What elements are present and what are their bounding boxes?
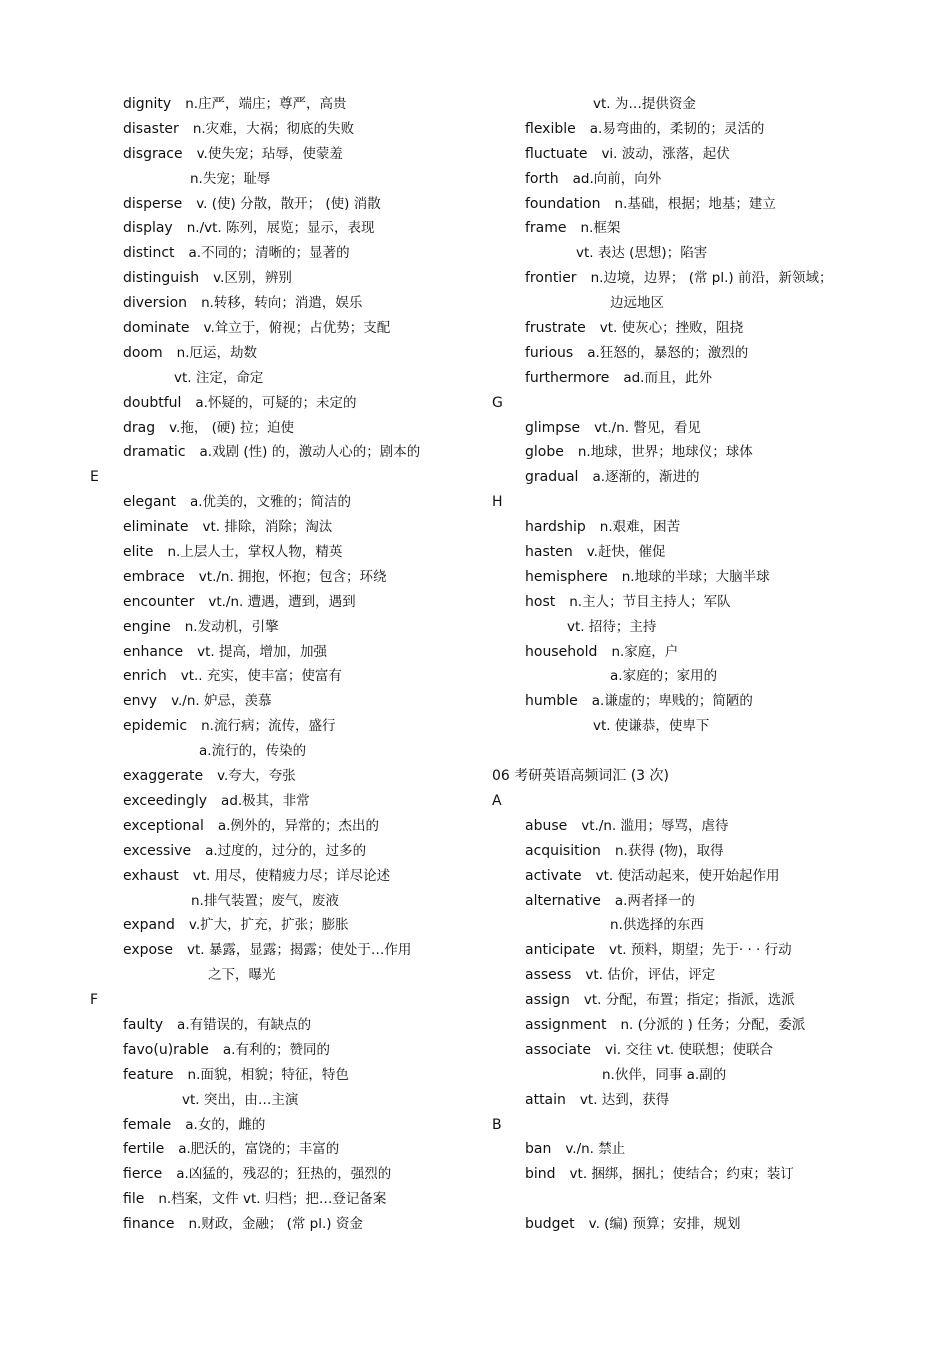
vocab-entry-bind xyxy=(492,1162,932,1187)
vocab-entry-dominate xyxy=(90,316,490,341)
vocab-entry-exaggerate xyxy=(90,764,490,789)
definition-continuation xyxy=(90,889,490,914)
vocab-definition: vt./n. 滥用；辱骂，虐待 xyxy=(581,817,729,834)
vocab-word: engine xyxy=(123,618,171,635)
vocab-entry-eliminate xyxy=(90,515,490,540)
vocab-entry-forth xyxy=(492,167,932,192)
vocab-entry-assignment xyxy=(492,1013,932,1038)
vocab-definition: n.艰难，困苦 xyxy=(599,519,681,536)
vocab-entry-expand xyxy=(90,913,490,938)
vocab-definition: a.怀疑的，可疑的；未定的 xyxy=(195,394,357,411)
vocab-definition: vt. 暴露，显露；揭露；使处于…作用 xyxy=(187,942,412,959)
vocab-word: exceedingly xyxy=(123,792,208,809)
definition-continuation xyxy=(90,963,490,988)
definition-continuation-text: n.失宠；耻辱 xyxy=(190,170,271,187)
vocab-entry-epidemic xyxy=(90,714,490,739)
vocab-definition: n.获得 (物)，取得 xyxy=(614,842,724,859)
vocab-word: fertile xyxy=(123,1141,165,1158)
vocab-entry-fierce xyxy=(90,1162,490,1187)
vocab-definition: a.狂怒的，暴怒的；激烈的 xyxy=(587,344,749,361)
definition-continuation xyxy=(492,92,932,117)
vocab-definition: a.谦虚的；卑贱的；简陋的 xyxy=(591,693,753,710)
vocab-definition: a.易弯曲的，柔韧的；灵活的 xyxy=(589,120,765,137)
vocab-word: distinct xyxy=(123,245,175,262)
vocab-definition: vt./n. 瞥见，看见 xyxy=(594,419,701,436)
vocab-definition: a.过度的，过分的，过多的 xyxy=(205,842,367,859)
section-heading-text: 06 考研英语高频词汇 (3 次) xyxy=(492,768,669,785)
definition-continuation-text: 之下，曝光 xyxy=(208,967,276,984)
definition-continuation-text: a.家庭的；家用的 xyxy=(610,668,718,685)
vocab-entry-finance xyxy=(90,1212,490,1237)
vocab-definition: ad.而且，此外 xyxy=(623,369,712,386)
definition-continuation-text: vt. 为…提供资金 xyxy=(593,96,696,112)
vocab-entry-exceptional xyxy=(90,814,490,839)
vocab-word: activate xyxy=(525,867,582,884)
vocab-entry-hasten xyxy=(492,540,932,565)
vocab-word: acquisition xyxy=(525,842,601,859)
vocab-word: diversion xyxy=(123,295,188,312)
left-column xyxy=(90,92,490,1237)
blank-line xyxy=(492,1187,932,1212)
vocab-entry-display xyxy=(90,216,490,241)
definition-continuation-text: 边远地区 xyxy=(610,295,664,312)
section-heading xyxy=(90,465,490,490)
vocab-definition: v.耸立于，俯视；占优势；支配 xyxy=(203,320,391,337)
section-heading xyxy=(492,1113,932,1138)
vocab-word: disperse xyxy=(123,195,183,212)
vocab-word: expand xyxy=(123,917,175,934)
vocab-word: assign xyxy=(525,992,570,1009)
section-heading-text: F xyxy=(90,992,99,1009)
vocab-definition: vt. 使灰心；挫败，阻挠 xyxy=(599,320,744,337)
vocab-entry-female xyxy=(90,1113,490,1138)
vocab-definition: vt. 分配，布置；指定；指派，选派 xyxy=(583,992,795,1009)
vocab-word: flexible xyxy=(525,120,576,137)
definition-continuation xyxy=(492,1063,932,1088)
vocab-entry-favo-u-rable xyxy=(90,1038,490,1063)
vocab-definition: vt. 用尽，使精疲力尽；详尽论述 xyxy=(192,867,391,884)
vocab-word: abuse xyxy=(525,817,568,834)
vocab-entry-fertile xyxy=(90,1137,490,1162)
vocab-entry-enrich xyxy=(90,664,490,689)
vocab-definition: n.档案，文件 vt. 归档；把…登记备案 xyxy=(158,1191,387,1208)
definition-continuation-text: vt. 使谦恭，使卑下 xyxy=(593,718,710,735)
vocab-word: enrich xyxy=(123,668,167,685)
vocab-definition: vi. 交往 vt. 使联想；使联合 xyxy=(605,1041,773,1058)
vocab-entry-foundation xyxy=(492,192,932,217)
section-heading-text: E xyxy=(90,469,99,486)
definition-continuation xyxy=(492,664,932,689)
vocab-definition: a.例外的，异常的；杰出的 xyxy=(217,817,379,834)
vocab-entry-humble xyxy=(492,689,932,714)
vocab-definition: n. (分派的 ) 任务；分配，委派 xyxy=(620,1016,806,1033)
vocab-definition: n.上层人士，掌权人物，精英 xyxy=(167,544,343,561)
vocab-word: assignment xyxy=(525,1016,607,1033)
vocab-definition: n.流行病；流传，盛行 xyxy=(201,718,336,735)
definition-continuation xyxy=(492,913,932,938)
vocab-word: epidemic xyxy=(123,718,188,735)
vocab-definition: vt. 排除，消除；淘汰 xyxy=(202,519,333,536)
vocab-entry-dramatic xyxy=(90,440,490,465)
vocab-entry-disperse xyxy=(90,192,490,217)
vocab-definition: a.有利的；赞同的 xyxy=(222,1041,330,1058)
definition-continuation-text: a.流行的，传染的 xyxy=(199,743,307,760)
vocab-definition: vt. 估价，评估，评定 xyxy=(585,967,716,984)
vocab-word: disgrace xyxy=(123,145,183,162)
vocab-word: dramatic xyxy=(123,444,186,461)
vocab-entry-file xyxy=(90,1187,490,1212)
definition-continuation xyxy=(492,241,932,266)
vocab-entry-frame xyxy=(492,216,932,241)
vocab-entry-doubtful xyxy=(90,391,490,416)
vocab-word: associate xyxy=(525,1041,592,1058)
vocab-definition: a.两者择一的 xyxy=(614,892,695,909)
vocab-word: alternative xyxy=(525,892,601,909)
vocab-word: furious xyxy=(525,344,574,361)
vocab-word: budget xyxy=(525,1216,575,1233)
vocab-entry-diversion xyxy=(90,291,490,316)
vocab-definition: n.面貌，相貌；特征，特色 xyxy=(187,1066,349,1083)
section-heading xyxy=(492,764,932,789)
vocab-word: fierce xyxy=(123,1166,163,1183)
vocab-word: excessive xyxy=(123,842,192,859)
vocab-entry-distinguish xyxy=(90,266,490,291)
vocab-entry-feature xyxy=(90,1063,490,1088)
vocab-definition: v. (使) 分散，散开； (使) 消散 xyxy=(196,195,381,212)
vocab-definition: n.庄严，端庄；尊严，高贵 xyxy=(185,96,347,112)
definition-continuation-text: n.排气装置；废气，废液 xyxy=(191,892,339,909)
definition-continuation-text: n.供选择的东西 xyxy=(610,917,704,934)
vocab-entry-assign xyxy=(492,988,932,1013)
vocab-definition: v.扩大，扩充，扩张；膨胀 xyxy=(188,917,349,934)
vocab-entry-disaster xyxy=(90,117,490,142)
vocab-entry-furious xyxy=(492,341,932,366)
vocab-definition: ad.极其，非常 xyxy=(221,792,310,809)
vocab-entry-alternative xyxy=(492,889,932,914)
vocab-definition: n.厄运，劫数 xyxy=(176,344,258,361)
vocab-definition: v. (编) 预算；安排，规划 xyxy=(588,1216,741,1233)
vocab-word: encounter xyxy=(123,593,195,610)
vocab-word: humble xyxy=(525,693,578,710)
vocab-entry-gradual xyxy=(492,465,932,490)
vocab-definition: a.戏剧 (性) 的，激动人心的；剧本的 xyxy=(199,444,421,461)
vocab-entry-envy xyxy=(90,689,490,714)
vocab-definition: v./n. 妒忌，羡慕 xyxy=(171,693,272,710)
vocab-definition: vt. 提高，增加，加强 xyxy=(197,643,327,660)
vocab-definition: vt./n. 遭遇，遭到，遇到 xyxy=(208,593,356,610)
vocab-definition: v.夸大，夸张 xyxy=(217,768,296,785)
vocab-word: frontier xyxy=(525,270,577,287)
vocab-definition: n./vt. 陈列，展览；显示，表现 xyxy=(186,220,375,237)
vocab-definition: n.主人；节目主持人；军队 xyxy=(569,593,731,610)
vocab-definition: n.灾难，大祸；彻底的失败 xyxy=(192,120,355,137)
vocab-word: display xyxy=(123,220,173,237)
vocab-entry-dignity xyxy=(90,92,490,117)
vocab-word: envy xyxy=(123,693,158,710)
vocab-definition: a.凶猛的，残忍的；狂热的，强烈的 xyxy=(176,1166,392,1183)
vocab-entry-assess xyxy=(492,963,932,988)
vocab-word: assess xyxy=(525,967,572,984)
vocab-definition: vt. 预料，期望；先于· · · 行动 xyxy=(609,942,792,959)
vocab-entry-associate xyxy=(492,1038,932,1063)
vocab-word: file xyxy=(123,1191,145,1208)
vocab-word: globe xyxy=(525,444,564,461)
vocab-entry-faulty xyxy=(90,1013,490,1038)
vocab-word: household xyxy=(525,643,598,660)
vocab-definition: a.优美的，文雅的；简洁的 xyxy=(189,494,352,511)
vocab-word: finance xyxy=(123,1216,175,1233)
vocab-entry-drag xyxy=(90,416,490,441)
definition-continuation-text: vt. 表达 (思想)；陷害 xyxy=(576,245,708,262)
vocab-definition: vt. 使活动起来，使开始起作用 xyxy=(595,867,780,884)
section-heading-text: G xyxy=(492,394,503,411)
vocab-entry-engine xyxy=(90,615,490,640)
vocab-word: eliminate xyxy=(123,519,189,536)
vocab-entry-exhaust xyxy=(90,864,490,889)
vocab-entry-encounter xyxy=(90,590,490,615)
vocab-word: forth xyxy=(525,170,559,187)
vocab-entry-disgrace xyxy=(90,142,490,167)
section-heading-text: B xyxy=(492,1116,502,1133)
vocab-word: elite xyxy=(123,544,154,561)
blank-line xyxy=(492,739,932,764)
vocab-entry-embrace xyxy=(90,565,490,590)
vocab-word: expose xyxy=(123,942,174,959)
vocab-definition: n.发动机，引擎 xyxy=(184,618,279,635)
section-heading xyxy=(492,789,932,814)
vocab-word: enhance xyxy=(123,643,184,660)
vocab-word: ban xyxy=(525,1141,552,1158)
vocab-entry-flexible xyxy=(492,117,932,142)
section-heading xyxy=(492,490,932,515)
vocab-entry-enhance xyxy=(90,640,490,665)
vocab-entry-excessive xyxy=(90,839,490,864)
vocab-entry-fluctuate xyxy=(492,142,932,167)
vocab-definition: a.不同的；清晰的；显著的 xyxy=(188,245,350,262)
vocab-word: faulty xyxy=(123,1016,164,1033)
vocab-word: drag xyxy=(123,419,156,436)
vocab-entry-budget xyxy=(492,1212,932,1237)
vocab-definition: vt. 达到，获得 xyxy=(579,1091,670,1108)
vocab-word: exaggerate xyxy=(123,768,204,785)
vocab-word: hardship xyxy=(525,519,586,536)
definition-continuation xyxy=(492,714,932,739)
vocab-definition: a.有错误的，有缺点的 xyxy=(177,1016,312,1033)
vocab-word: female xyxy=(123,1116,172,1133)
vocab-entry-elite xyxy=(90,540,490,565)
section-heading xyxy=(90,988,490,1013)
vocab-definition: n.边境，边界； (常 pl.) 前沿，新领域； xyxy=(590,270,833,287)
vocab-entry-ban xyxy=(492,1137,932,1162)
vocab-definition: vt.. 充实，使丰富；使富有 xyxy=(180,668,342,685)
vocab-definition: v.拖， (硬) 拉；迫使 xyxy=(169,419,294,436)
vocab-definition: a.逐渐的，渐进的 xyxy=(592,469,700,486)
definition-continuation xyxy=(90,366,490,391)
vocab-word: glimpse xyxy=(525,419,581,436)
vocab-word: hemisphere xyxy=(525,568,608,585)
vocab-word: hasten xyxy=(525,544,573,561)
vocab-definition: n.转移，转向；消遣，娱乐 xyxy=(201,295,363,312)
vocab-entry-distinct xyxy=(90,241,490,266)
vocab-word: dignity xyxy=(123,96,172,112)
vocab-definition: a.女的，雌的 xyxy=(185,1116,266,1133)
vocab-entry-expose xyxy=(90,938,490,963)
vocab-definition: n.财政，金融； (常 pl.) 资金 xyxy=(188,1216,363,1233)
vocab-definition: vt. 捆绑，捆扎；使结合；约束；装订 xyxy=(569,1166,794,1183)
definition-continuation-text: n.伙伴，同事 a.副的 xyxy=(602,1066,727,1083)
vocab-word: furthermore xyxy=(525,369,610,386)
vocab-word: doom xyxy=(123,344,163,361)
vocab-word: frustrate xyxy=(525,320,586,337)
vocab-entry-acquisition xyxy=(492,839,932,864)
section-heading-text: H xyxy=(492,494,503,511)
vocab-entry-globe xyxy=(492,440,932,465)
vocab-word: disaster xyxy=(123,120,179,137)
vocab-entry-glimpse xyxy=(492,416,932,441)
vocab-definition: vt./n. 拥抱，怀抱；包含；环绕 xyxy=(198,568,387,585)
vocab-word: embrace xyxy=(123,568,185,585)
vocab-definition: v.使失宠；玷辱，使蒙羞 xyxy=(196,145,343,162)
vocab-entry-hemisphere xyxy=(492,565,932,590)
vocab-definition: v.区别，辨别 xyxy=(213,270,292,287)
vocab-definition: v./n. 禁止 xyxy=(565,1141,626,1158)
right-column xyxy=(492,92,932,1237)
vocab-entry-elegant xyxy=(90,490,490,515)
definition-continuation xyxy=(492,615,932,640)
definition-continuation xyxy=(90,739,490,764)
vocab-entry-household xyxy=(492,640,932,665)
vocab-word: anticipate xyxy=(525,942,595,959)
vocab-definition: vi. 波动，涨落，起伏 xyxy=(601,145,730,162)
definition-continuation-text: vt. 突出，由…主演 xyxy=(182,1091,299,1108)
vocab-entry-frustrate xyxy=(492,316,932,341)
vocab-word: foundation xyxy=(525,195,601,212)
vocab-entry-abuse xyxy=(492,814,932,839)
definition-continuation-text: vt. 招待；主持 xyxy=(567,618,657,635)
section-heading-text: A xyxy=(492,792,502,809)
vocab-word: bind xyxy=(525,1166,556,1183)
section-heading xyxy=(492,391,932,416)
vocab-definition: n.家庭，户 xyxy=(611,643,679,660)
vocab-entry-attain xyxy=(492,1088,932,1113)
definition-continuation xyxy=(90,1088,490,1113)
definition-continuation xyxy=(492,291,932,316)
vocab-word: elegant xyxy=(123,494,176,511)
vocab-word: dominate xyxy=(123,320,190,337)
vocab-definition: n.地球的半球；大脑半球 xyxy=(621,568,770,585)
vocab-word: exceptional xyxy=(123,817,204,834)
vocab-word: favo(u)rable xyxy=(123,1041,209,1058)
vocab-definition: n.基础，根据；地基；建立 xyxy=(614,195,776,212)
vocab-definition: ad.向前，向外 xyxy=(572,170,662,187)
vocab-definition: n.地球，世界；地球仪；球体 xyxy=(577,444,753,461)
vocab-entry-anticipate xyxy=(492,938,932,963)
vocab-entry-hardship xyxy=(492,515,932,540)
vocab-word: frame xyxy=(525,220,567,237)
definition-continuation-text: vt. 注定，命定 xyxy=(174,369,264,386)
vocab-word: distinguish xyxy=(123,270,200,287)
vocab-entry-host xyxy=(492,590,932,615)
vocab-word: attain xyxy=(525,1091,566,1108)
vocab-entry-furthermore xyxy=(492,366,932,391)
vocab-entry-activate xyxy=(492,864,932,889)
vocab-word: gradual xyxy=(525,469,579,486)
vocab-definition: v.赶快，催促 xyxy=(586,544,666,561)
vocab-word: fluctuate xyxy=(525,145,588,162)
vocab-definition: a.肥沃的，富饶的；丰富的 xyxy=(178,1141,340,1158)
vocab-entry-frontier xyxy=(492,266,932,291)
vocab-word: host xyxy=(525,593,556,610)
vocab-word: doubtful xyxy=(123,394,182,411)
vocab-entry-doom xyxy=(90,341,490,366)
vocab-definition: n.框架 xyxy=(580,220,621,237)
vocab-word: exhaust xyxy=(123,867,179,884)
vocab-word: feature xyxy=(123,1066,174,1083)
vocab-entry-exceedingly xyxy=(90,789,490,814)
definition-continuation xyxy=(90,167,490,192)
